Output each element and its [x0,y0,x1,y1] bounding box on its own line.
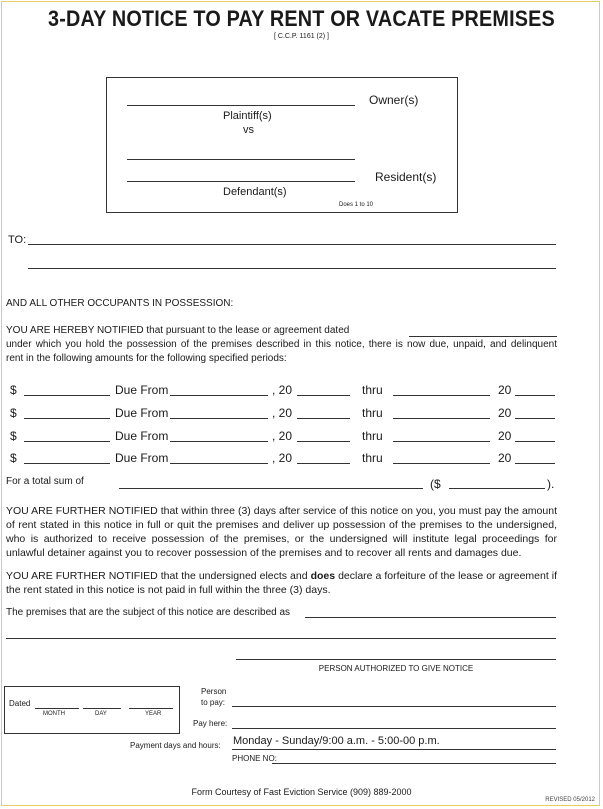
notified-line-2: under which you hold the possession of the premises described in this notice, there is now due, unpaid, and delinquent [6,339,557,350]
dollar-sign: $ [10,451,17,465]
total-words-line[interactable] [119,488,423,489]
notified-line-3: rent in the following amounts for the following specified periods: [6,353,287,364]
due-from-label: Due From [115,383,169,397]
from-year-line[interactable] [297,395,350,396]
total-amount-line[interactable] [449,488,545,489]
premises-line-2[interactable] [6,638,556,639]
thru-label: thru [362,406,383,420]
pay-here-line[interactable] [232,728,556,729]
authorized-label: PERSON AUTHORIZED TO GIVE NOTICE [318,664,474,673]
amount-line[interactable] [24,463,110,464]
resident-line-1[interactable] [127,159,355,160]
resident-line-2[interactable] [127,181,355,182]
from-year-line[interactable] [297,418,350,419]
notified-line-1: YOU ARE HEREBY NOTIFIED that pursuant to the lease or agreement dated [6,325,350,336]
due-from-label: Due From [115,451,169,465]
thru-year-line[interactable] [515,418,555,419]
thru-date-line[interactable] [393,441,490,442]
premises-line-1[interactable] [305,617,556,618]
due-from-label: Due From [115,429,169,443]
dollar-sign: $ [10,429,17,443]
authorized-signature-line[interactable] [236,659,556,660]
further-notice-paragraph-1: YOU ARE FURTHER NOTIFIED that within three (3) days after service of this notice on you, you must pay the amount of rent stated in this notice in full or quit the premises and deliver up possession of the premises to the undersigned, who is authorized to receive possession of the premises, or the undersigned will institute legal proceedings for unlawful detainer against you to recover possession of the premises and to recover all rents and damages due. [6,505,557,559]
dated-label: Dated [9,699,31,708]
form-title: 3-DAY NOTICE TO PAY RENT OR VACATE PREMISES [48,6,555,31]
defendant-label: Defendant(s) [223,186,287,198]
to-label: TO: [8,234,27,246]
dollar-sign: $ [10,406,17,420]
year-prefix: , 20 [272,451,293,465]
year-prefix: 20 [498,429,512,443]
person-to-pay-label-1: Person [201,687,227,696]
due-from-label: Due From [115,406,169,420]
month-caption: MONTH [43,711,65,717]
payment-hours-value: Monday - Sunday/9:00 a.m. - 5:00-00 p.m. [233,735,440,747]
thru-date-line[interactable] [393,395,490,396]
occupants-label: AND ALL OTHER OCCUPANTS IN POSSESSION: [6,298,234,309]
statute-code: [ C.C.P. 1161 (2) ] [274,33,329,40]
day-line[interactable] [83,708,121,709]
further-notice-2-part-a: YOU ARE FURTHER NOTIFIED that the undersigned elects and [6,570,311,582]
from-date-line[interactable] [170,441,268,442]
courtesy-footer: Form Courtesy of Fast Eviction Service (909) 889-2000 [191,787,412,797]
lease-date-line[interactable] [409,336,557,337]
payment-hours-line[interactable] [232,749,556,750]
thru-year-line[interactable] [515,441,555,442]
further-notice-2-part-c: declare a forfeiture of the lease or agreement if the rent stated in this notice is not paid in full within the three (3) days. [6,570,557,596]
day-caption: DAY [95,711,107,717]
total-close: ). [547,477,555,491]
from-year-line[interactable] [297,463,350,464]
phone-label: PHONE NO: [232,754,277,763]
total-label: For a total sum of [6,476,84,487]
further-notice-2-bold: does [310,570,336,582]
from-date-line[interactable] [170,395,268,396]
owner-label: Owner(s) [369,93,419,107]
thru-date-line[interactable] [393,463,490,464]
thru-label: thru [362,383,383,397]
further-notice-paragraph-2 [6,569,557,597]
case-caption-box [106,77,458,213]
from-date-line[interactable] [170,418,268,419]
thru-year-line[interactable] [515,395,555,396]
year-prefix: , 20 [272,383,293,397]
pay-here-label: Pay here: [193,719,228,728]
thru-date-line[interactable] [393,418,490,419]
payment-days-label: Payment days and hours: [130,741,221,750]
thru-label: thru [362,429,383,443]
plaintiff-label: Plaintiff(s) [223,110,272,122]
premises-label: The premises that are the subject of this notice are described as [6,607,291,618]
resident-label: Resident(s) [375,170,437,184]
to-line-2[interactable] [28,268,556,269]
revision-date: REVISED 05/2012 [545,797,595,803]
year-prefix: , 20 [272,406,293,420]
amount-line[interactable] [24,395,110,396]
year-caption: YEAR [145,711,162,717]
to-line-1[interactable] [28,244,556,245]
amount-line[interactable] [24,441,110,442]
person-to-pay-label-2: to pay: [201,698,226,707]
year-line[interactable] [129,708,173,709]
owner-line[interactable] [127,105,355,106]
year-prefix: 20 [498,451,512,465]
from-date-line[interactable] [170,463,268,464]
phone-line[interactable] [272,763,556,764]
from-year-line[interactable] [297,441,350,442]
year-prefix: , 20 [272,429,293,443]
amount-line[interactable] [24,418,110,419]
vs-label: vs [243,124,254,136]
thru-year-line[interactable] [515,463,555,464]
person-to-pay-line[interactable] [232,706,556,707]
does-label: Does 1 to 10 [339,202,374,208]
month-line[interactable] [35,708,79,709]
total-dollar-open: ($ [430,477,441,491]
thru-label: thru [362,451,383,465]
year-prefix: 20 [498,406,512,420]
dated-box [4,686,180,734]
year-prefix: 20 [498,383,512,397]
dollar-sign: $ [10,383,17,397]
